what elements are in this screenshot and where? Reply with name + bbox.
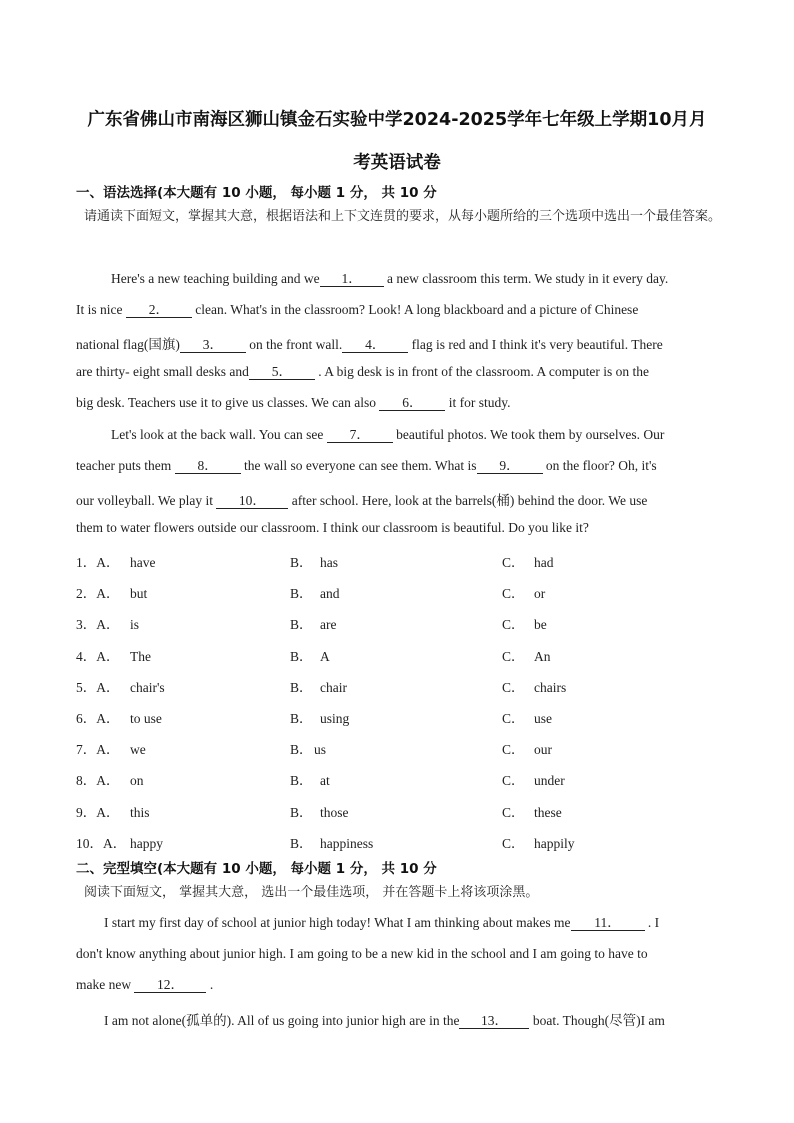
passage-text: the wall so everyone can see them. What is <box>240 458 477 473</box>
passage-text: it for study. <box>445 395 511 410</box>
option-row-5-c <box>502 676 566 696</box>
option-c-label: C． <box>502 711 525 726</box>
passage-text: on the front wall. <box>245 337 343 352</box>
option-row-4-b <box>290 645 330 665</box>
answer-blank: 4． <box>342 338 408 353</box>
passage-text: big desk. Teachers use it to give us classes. We can also <box>76 395 380 410</box>
passage-text: Let's look at the back wall. You can see <box>111 427 327 442</box>
passage-line <box>111 271 761 287</box>
option-row-8-c <box>502 769 565 789</box>
question-number: 6．A． <box>76 711 120 726</box>
option-row-4-c <box>502 645 551 665</box>
option-row-5-a <box>76 676 165 696</box>
option-c-label: C． <box>502 648 525 664</box>
passage-line <box>76 520 726 536</box>
passage-line <box>76 489 726 509</box>
option-b-text: has <box>320 555 338 570</box>
question-number: 4．A． <box>76 648 120 664</box>
option-b-text: at <box>320 773 330 789</box>
option-c-text: An <box>534 648 551 664</box>
passage-text: I start my first day of school at junior high today! What I am thinking about makes me <box>104 915 571 930</box>
passage-text: . <box>206 977 214 992</box>
option-b-label: B． <box>290 711 313 726</box>
option-b-label: B． <box>290 804 313 820</box>
passage-line <box>76 395 726 411</box>
option-b-text: those <box>320 804 349 820</box>
option-a-text: we <box>130 742 146 758</box>
option-row-2-a <box>76 582 147 602</box>
question-number: 9．A． <box>76 804 120 820</box>
option-row-8-a <box>76 769 144 789</box>
option-a-text: is <box>130 617 140 633</box>
option-b-label: B． <box>290 617 313 633</box>
option-b-label: B． <box>290 679 313 695</box>
option-a-text: The <box>130 648 151 664</box>
option-b-text: us <box>314 742 327 758</box>
option-c-label: C． <box>502 617 525 633</box>
answer-blank: 6． <box>379 396 445 411</box>
option-b-label: B． <box>290 648 313 664</box>
option-b-label: B． <box>290 742 313 758</box>
passage-line <box>76 364 726 380</box>
option-c-label: C． <box>502 679 525 695</box>
exam-title-line-2: 考英语试卷 <box>353 153 441 173</box>
option-row-9-a <box>76 801 150 821</box>
option-b-label: B． <box>290 586 313 602</box>
option-row-9-b <box>290 801 349 821</box>
option-b-text: chair <box>320 679 347 695</box>
passage-text: Here's a new teaching building and we <box>111 271 320 286</box>
answer-blank: 11． <box>571 916 645 931</box>
passage-line <box>76 333 726 353</box>
passage-line <box>104 915 754 931</box>
passage-text: clean. What's in the classroom? Look! A long blackboard and a picture of Chinese <box>191 302 639 317</box>
option-a-text: on <box>130 773 144 789</box>
passage-text: I am not alone(孤单的). All of us going into junior high are in the <box>104 1013 460 1028</box>
question-number: 2．A． <box>76 586 120 602</box>
section-1-heading: 一、语法选择(本大题有 10 小题， 每小题 1 分， 共 10 分 <box>76 185 437 201</box>
option-c-text: under <box>534 773 565 789</box>
passage-text: after school. Here, look at the barrels(桶) behind the door. We use <box>288 493 648 508</box>
option-c-label: C． <box>502 586 525 602</box>
answer-blank: 2． <box>126 303 192 318</box>
option-row-7-b <box>290 738 326 758</box>
option-row-6-c <box>502 707 552 727</box>
option-row-10-c <box>502 832 575 852</box>
option-c-text: or <box>534 586 546 602</box>
section-2-instruction: 阅读下面短文， 掌握其大意， 选出一个最佳选项， 并在答题卡上将该项涂黑。 <box>84 885 539 900</box>
answer-blank: 5． <box>249 365 315 380</box>
passage-text: national flag(国旗) <box>76 337 180 352</box>
section-1-instruction: 请通读下面短文，掌握其大意，根据语法和上下文连贯的要求，从每小题所给的三个选项中选出一个最佳答案。 <box>84 209 722 224</box>
answer-blank: 3． <box>180 338 246 353</box>
passage-text: are thirty- eight small desks and <box>76 364 249 379</box>
option-c-label: C． <box>502 555 525 570</box>
question-number: 8．A． <box>76 773 120 789</box>
passage-text: . I <box>644 915 660 930</box>
option-c-label: C． <box>502 773 525 789</box>
option-c-label: C． <box>502 742 525 758</box>
question-number: 5．A． <box>76 679 120 695</box>
option-row-1-b <box>290 551 338 571</box>
passage-text: on the floor? Oh, it's <box>542 458 657 473</box>
option-c-text: use <box>534 711 552 726</box>
option-c-label: C． <box>502 835 525 851</box>
option-row-10-a <box>76 832 163 852</box>
option-row-7-a <box>76 738 146 758</box>
answer-blank: 13． <box>459 1014 529 1029</box>
option-row-10-b <box>290 832 373 852</box>
option-c-text: our <box>534 742 552 758</box>
passage-text: make new <box>76 977 135 992</box>
option-b-label: B． <box>290 555 313 570</box>
option-a-text: but <box>130 586 148 602</box>
passage-text: . A big desk is in front of the classroom. A computer is on the <box>314 364 649 379</box>
passage-text: flag is red and I think it's very beautiful. There <box>408 337 663 352</box>
option-row-6-a <box>76 707 162 727</box>
option-c-text: happily <box>534 835 575 851</box>
option-c-text: had <box>534 555 554 570</box>
option-row-7-c <box>502 738 552 758</box>
option-row-2-c <box>502 582 545 602</box>
answer-blank: 7． <box>327 428 393 443</box>
option-c-text: be <box>534 617 547 633</box>
question-number: 1．A． <box>76 555 120 570</box>
option-row-3-c <box>502 613 547 633</box>
option-row-2-b <box>290 582 340 602</box>
option-a-text: to use <box>130 711 162 726</box>
question-number: 7．A． <box>76 742 120 758</box>
option-a-text: have <box>130 555 156 570</box>
passage-text: beautiful photos. We took them by ourselves. Our <box>392 427 665 442</box>
option-b-text: are <box>320 617 337 633</box>
option-row-8-b <box>290 769 330 789</box>
passage-line <box>76 946 726 962</box>
option-a-text: chair's <box>130 679 165 695</box>
option-row-1-a <box>76 551 155 571</box>
passage-line <box>76 302 726 318</box>
option-b-text: using <box>320 711 350 726</box>
option-row-9-c <box>502 801 562 821</box>
answer-blank: 9． <box>477 459 543 474</box>
passage-text: them to water flowers outside our classroom. I think our classroom is beautiful. Do you like it? <box>76 520 589 535</box>
option-a-text: this <box>130 804 150 820</box>
option-row-3-a <box>76 613 139 633</box>
question-number: 10．A． <box>76 835 127 851</box>
option-c-label: C． <box>502 804 525 820</box>
answer-blank: 1． <box>320 272 384 287</box>
option-row-3-b <box>290 613 336 633</box>
passage-text: boat. Though(尽管)I am <box>529 1013 665 1028</box>
option-row-6-b <box>290 707 349 727</box>
option-b-text: A <box>320 648 330 664</box>
passage-text: don't know anything about junior high. I am going to be a new kid in the school and I am going to have to <box>76 946 648 961</box>
option-b-label: B． <box>290 835 313 851</box>
passage-text: teacher puts them <box>76 458 175 473</box>
answer-blank: 12． <box>134 978 206 993</box>
answer-blank: 8． <box>175 459 241 474</box>
option-row-1-c <box>502 551 554 571</box>
option-b-text: happiness <box>320 835 374 851</box>
passage-line <box>104 1009 754 1029</box>
passage-text: a new classroom this term. We study in it every day. <box>383 271 669 286</box>
answer-blank: 10． <box>216 494 288 509</box>
passage-line <box>111 427 761 443</box>
option-c-text: these <box>534 804 562 820</box>
option-c-text: chairs <box>534 679 567 695</box>
option-b-text: and <box>320 586 340 602</box>
passage-line <box>76 458 726 474</box>
option-b-label: B． <box>290 773 313 789</box>
exam-title-line-1: 广东省佛山市南海区狮山镇金石实验中学2024-2025学年七年级上学期10月月 <box>87 110 707 130</box>
question-number: 3．A． <box>76 617 120 633</box>
passage-line <box>76 977 726 993</box>
option-row-4-a <box>76 645 151 665</box>
option-a-text: happy <box>130 835 163 851</box>
passage-text: our volleyball. We play it <box>76 493 217 508</box>
passage-text: It is nice <box>76 302 126 317</box>
option-row-5-b <box>290 676 347 696</box>
section-2-heading: 二、完型填空(本大题有 10 小题， 每小题 1 分， 共 10 分 <box>76 861 437 877</box>
